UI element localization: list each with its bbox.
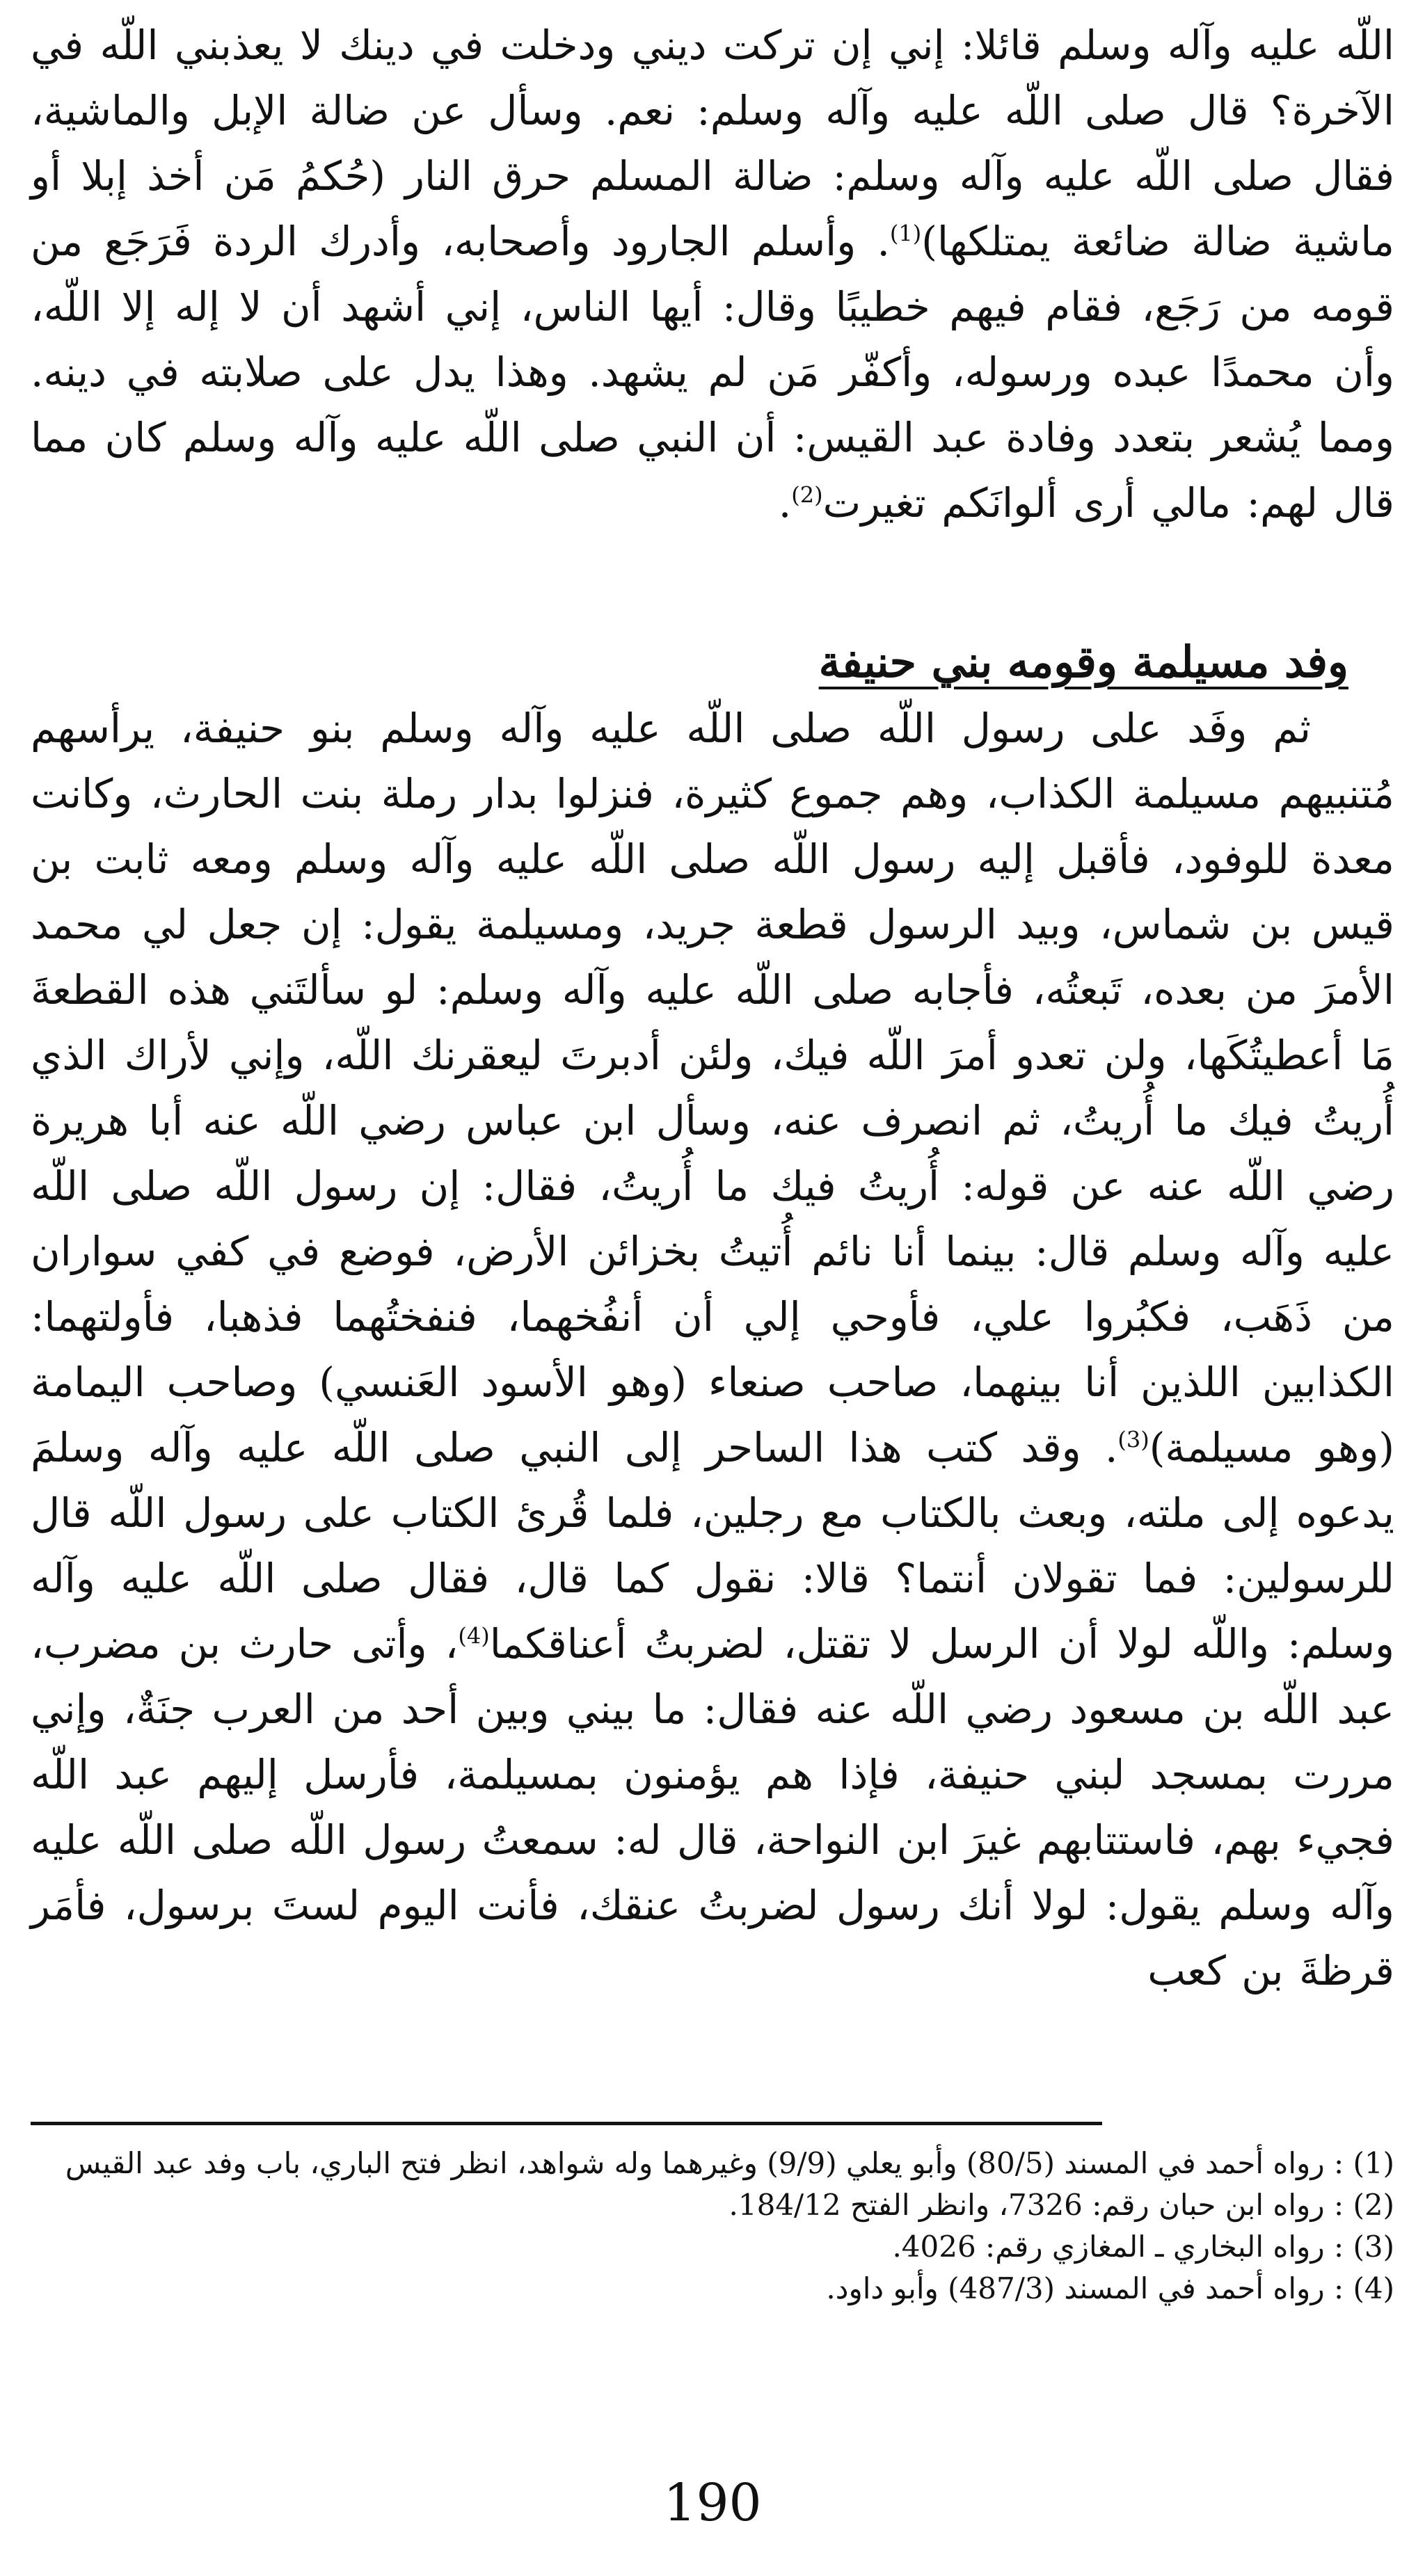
footnote-text: : رواه أحمد في المسند (487/3) وأبو داود. (826, 2271, 1344, 2305)
footnote-1 (65, 2143, 1394, 2184)
footnote-ref-4[interactable]: (4) (458, 1622, 490, 1649)
footnote-number: (1) (1353, 2146, 1394, 2180)
footnote-3 (209, 2226, 1394, 2268)
footnote-number: (3) (1353, 2230, 1394, 2264)
footnote-text: : رواه البخاري ـ المغازي رقم: 4026. (892, 2230, 1344, 2264)
footnote-4 (209, 2268, 1394, 2310)
page-number: 190 (663, 2473, 762, 2533)
footnote-text: : رواه أحمد في المسند (80/5) وأبو يعلي (9/9) وغيرهما وله شواهد، انظر فتح الباري، باب وفد عبد القيس (65, 2146, 1344, 2180)
paragraph-main-part2: . وقد كتب هذا الساحر إلى النبي صلى اللّه عليه وآله وسلمَ يدعوه إلى ملته، وبعث بالكتاب مع رجلين، فلما قُرئ الكتاب على رسول اللّه قال للرسولين: فما تقولان أنتما؟ قالا: نقول كما قال، فقال صلى اللّه عليه وآله وسلم: واللّه لولا أن الرسل لا تقتل، لضربتُ أعناقكما (31, 1424, 1394, 1667)
paragraph-main-part1: ثم وفَد على رسول اللّه صلى اللّه عليه وآله وسلم بنو حنيفة، يرأسهم مُتنبيهم مسيلمة الكذاب، وهم جموع كثيرة، فنزلوا بدار رملة بنت الحارث، وكانت معدة للوفود، فأقبل إليه رسول اللّه صلى اللّه عليه وآله وسلم ومعه ثابت بن قيس بن شماس، وبيد الرسول قطعة جريد، ومسيلمة يقول: إن جعل لي محمد الأمرَ من بعده، تَبعتُه، فأجابه صلى اللّه عليه وآله وسلم: لو سألتَني هذه القطعةَ مَا أعطيتُكَها، ولن تعدو أمرَ اللّه فيك، ولئن أدبرتَ ليعقرنك اللّه، وإني لأراك الذي أُريتُ فيك ما أُريتُ، ثم انصرف عنه، وسأل ابن عباس رضي اللّه عنه أبا هريرة رضي اللّه عنه عن قوله: أُريتُ فيك ما أُريتُ، فقال: إن رسول اللّه صلى اللّه عليه وآله وسلم قال: بينما أنا نائم أُتيتُ بخزائن الأرض، فوضع في كفي سواران من ذَهَب، فكبُروا علي، فأوحي إلي أن أنفُخهما، فنفختُهما فذهبا، فأولتهما: الكذابين اللذين أنا بينهما، صاحب صنعاء (وهو الأسود العَنسي) وصاحب اليمامة (وهو مسيلمة) (31, 705, 1395, 1471)
footnote-2 (209, 2184, 1394, 2226)
footnote-number: (2) (1353, 2188, 1394, 2222)
paragraph-top-text: اللّه عليه وآله وسلم قائلا: إني إن تركت ديني ودخلت في دينك لا يعذبني اللّه في الآخرة؟ قال صلى اللّه عليه وآله وسلم: نعم. وسأل عن ضالة الإبل والماشية، فقال صلى اللّه عليه وآله وسلم: ضالة المسلم حرق النار (حُكمُ مَن أخذ إبلا أو ماشية ضالة ضائعة يمتلكها) (31, 22, 1395, 265)
paragraph-main (31, 696, 1394, 2003)
paragraph-top (31, 13, 1394, 536)
paragraph-top-end: . (778, 479, 792, 527)
paragraph-main-part3: ، وأتى حارث بن مضرب، عبد اللّه بن مسعود رضي اللّه عنه فقال: ما بيني وبين أحد من العرب جنَةٌ، وإني مررت بمسجد لبني حنيفة، فإذا هم يؤمنون بمسيلمة، فأرسل إليهم عبد اللّه فجيء بهم، فاستتابهم غيرَ ابن النواحة، قال له: سمعتُ رسول اللّه صلى اللّه عليه وآله وسلم يقول: لولا أنك رسول لضربتُ عنقك، فأنت اليوم لستَ برسول، فأمَر قرظةَ بن كعب (31, 1620, 1394, 1994)
footnote-divider (31, 2122, 1102, 2125)
footnote-ref-3[interactable]: (3) (1117, 1426, 1149, 1453)
footnotes-section (65, 2143, 1394, 2310)
footnote-number: (4) (1353, 2271, 1394, 2305)
footnote-ref-1[interactable]: (1) (889, 220, 922, 247)
section-heading: وفد مسيلمة وقومه بني حنيفة (818, 637, 1348, 687)
footnote-ref-2[interactable]: (2) (791, 481, 823, 509)
footnote-text: : رواه ابن حبان رقم: 7326، وانظر الفتح 184/12. (729, 2188, 1344, 2222)
paragraph-top-text-continued: . وأسلم الجارود وأصحابه، وأدرك الردة فَرَجَع من قومه من رَجَع، فقام فيهم خطيبًا وقال: أيها الناس، إني أشهد أن لا إله إلا اللّه، وأن محمدًا عبده ورسوله، وأكفّر مَن لم يشهد. وهذا يدل على صلابته في دينه. ومما يُشعر بتعدد وفادة عبد القيس: أن النبي صلى اللّه عليه وآله وسلم كان مما قال لهم: مالي أرى ألوانَكم تغيرت (31, 218, 1394, 527)
